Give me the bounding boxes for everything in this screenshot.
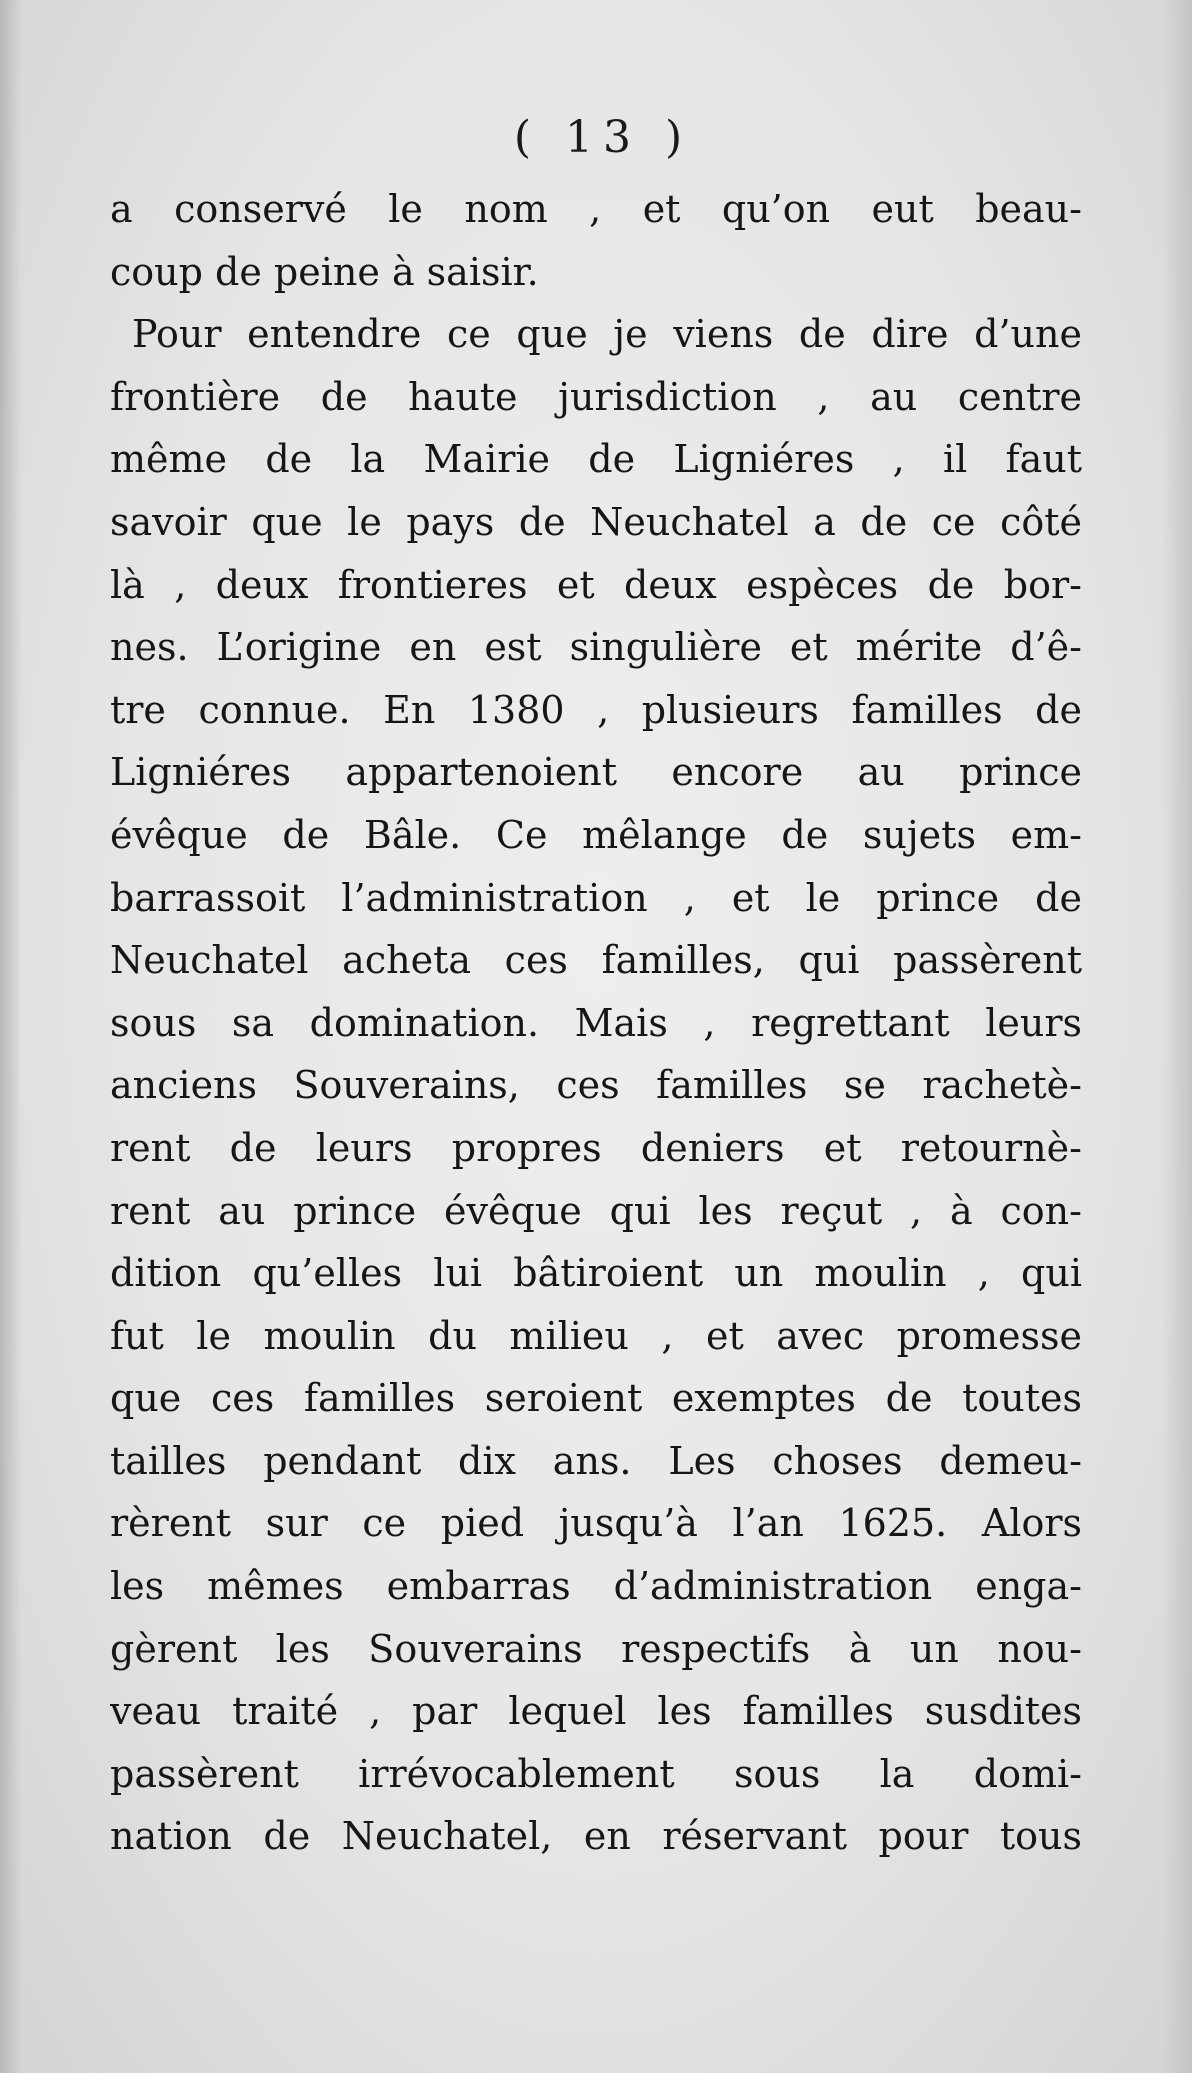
text-line: sous sa domination. Mais , regrettant leurs	[110, 1000, 1082, 1045]
text-line: coup de peine à saisir.	[110, 249, 539, 294]
text-line: nes. L’origine en est singulière et mérite d’ê-	[110, 625, 1082, 670]
text-line: que ces familles seroient exemptes de toutes	[110, 1376, 1082, 1421]
text-line: frontière de haute jurisdiction , au centre	[110, 374, 1082, 419]
text-line: dition qu’elles lui bâtiroient un moulin , qui	[110, 1251, 1082, 1296]
text-line: là , deux frontieres et deux espèces de bor-	[110, 562, 1082, 607]
text-line: tre connue. En 1380 , plusieurs familles de	[110, 687, 1082, 732]
text-line: nation de Neuchatel, en réservant pour tous	[110, 1814, 1082, 1859]
body-text	[110, 178, 1082, 1868]
text-line: veau traité , par lequel les familles susdites	[110, 1689, 1082, 1734]
text-line: rent de leurs propres deniers et retournè-	[110, 1125, 1082, 1170]
text-line: fut le moulin du milieu , et avec promesse	[110, 1313, 1082, 1358]
text-line: savoir que le pays de Neuchatel a de ce côté	[110, 499, 1082, 544]
text-line: passèrent irrévocablement sous la domi-	[110, 1751, 1082, 1796]
text-line: Ligniéres appartenoient encore au prince	[110, 750, 1082, 795]
text-line: gèrent les Souverains respectifs à un nou-	[110, 1626, 1082, 1671]
text-line: anciens Souverains, ces familles se rachetè-	[110, 1063, 1082, 1108]
text-line: Pour entendre ce que je viens de dire d’une	[132, 312, 1082, 357]
text-line: barrassoit l’administration , et le prince de	[110, 875, 1082, 920]
text-line: rent au prince évêque qui les reçut , à con-	[110, 1188, 1082, 1233]
text-line: tailles pendant dix ans. Les choses demeu-	[110, 1438, 1082, 1483]
text-line: même de la Mairie de Ligniéres , il faut	[110, 437, 1082, 482]
text-line: a conservé le nom , et qu’on eut beau-	[110, 187, 1082, 231]
text-line: Neuchatel acheta ces familles, qui passèrent	[110, 938, 1082, 983]
text-line: évêque de Bâle. Ce mêlange de sujets em-	[110, 812, 1082, 857]
page-number-header: ( 13 )	[513, 112, 693, 163]
text-line: les mêmes embarras d’administration enga-	[110, 1564, 1082, 1609]
text-line: rèrent sur ce pied jusqu’à l’an 1625. Alors	[110, 1501, 1082, 1546]
